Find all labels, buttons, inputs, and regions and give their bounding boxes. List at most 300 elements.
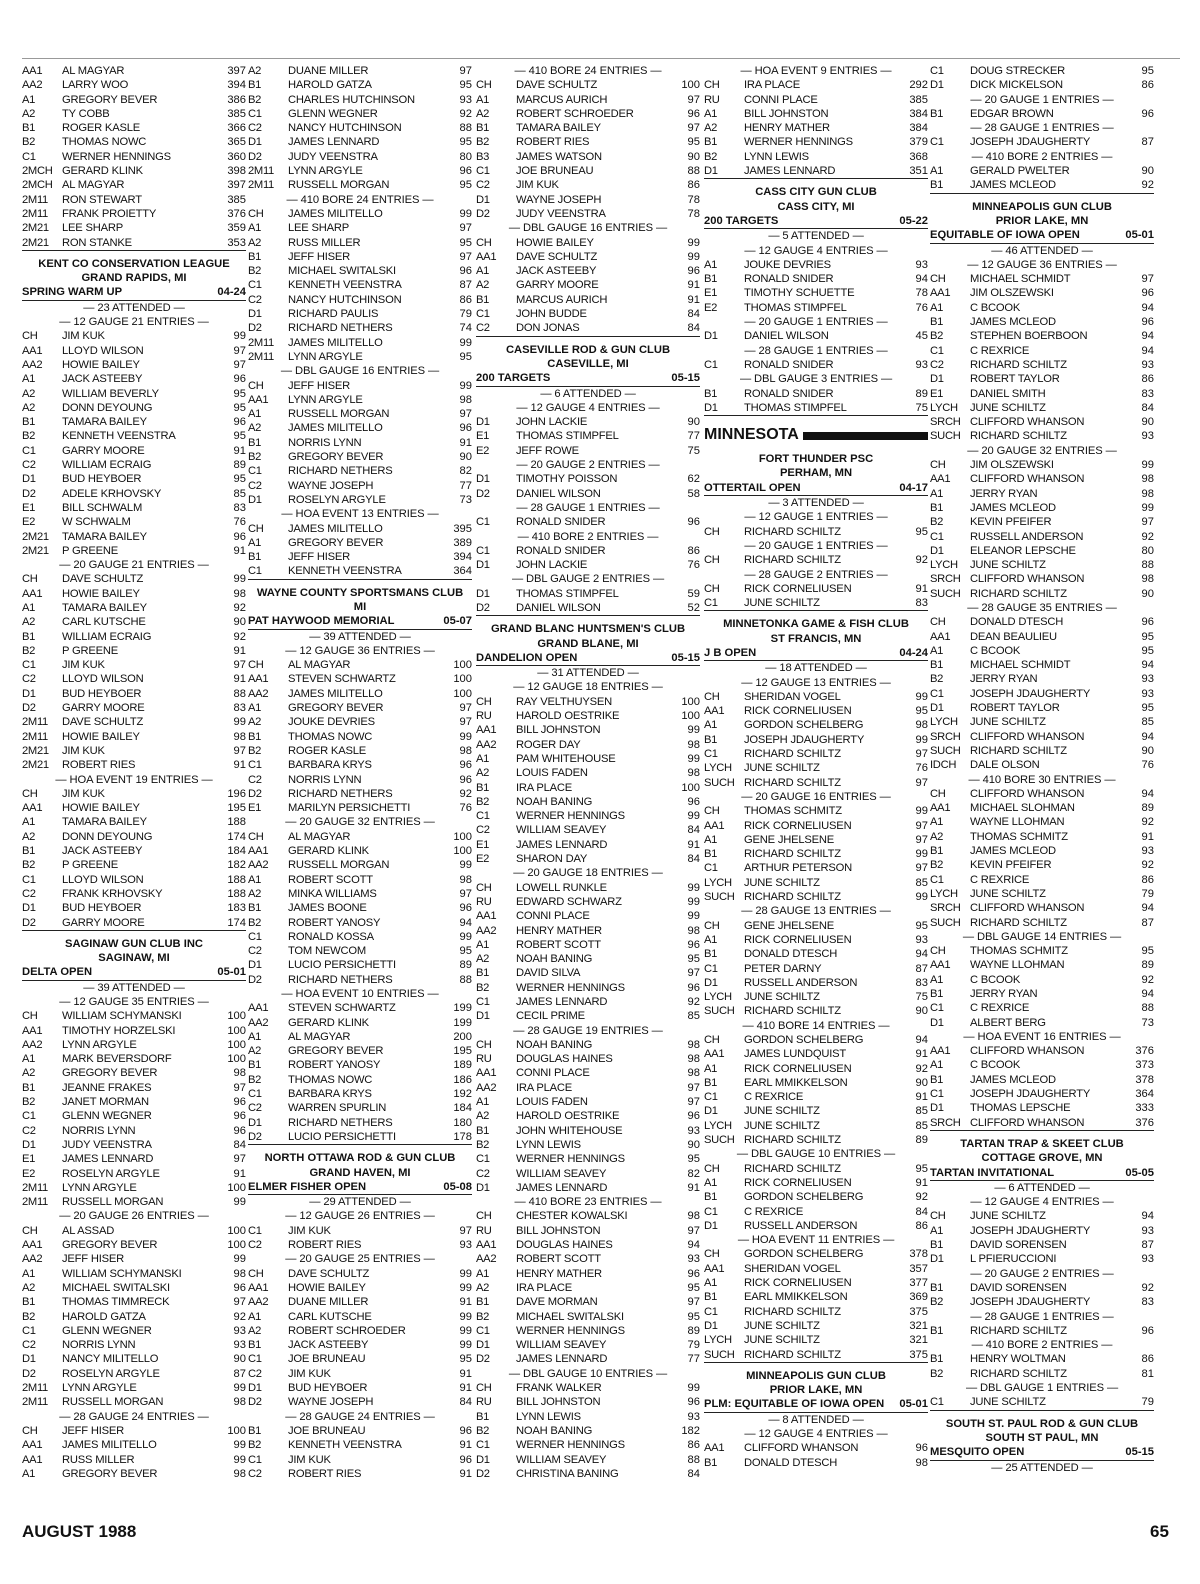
- score: 100: [227, 1224, 246, 1237]
- result-row: [476, 752, 700, 766]
- class-label: C1: [930, 1088, 944, 1101]
- score: 93: [233, 1324, 246, 1337]
- class-label: D1: [476, 1453, 490, 1466]
- event-header: — 12 GAUGE 35 ENTRIES —: [59, 996, 209, 1008]
- class-label: D1: [476, 587, 490, 600]
- score: 384: [909, 107, 928, 120]
- result-row: [248, 873, 472, 887]
- score: 100: [227, 1024, 246, 1037]
- result-row: [704, 1305, 928, 1319]
- score: 93: [1141, 1224, 1154, 1237]
- class-label: D2: [476, 207, 490, 220]
- shooter-name: GLENN WEGNER: [288, 107, 378, 120]
- result-row: [248, 858, 472, 872]
- result-row: [930, 916, 1154, 930]
- result-row: [22, 1238, 246, 1252]
- score: 99: [459, 379, 472, 392]
- result-row: [22, 644, 246, 658]
- shooter-name: RICK CORNELIUSEN: [744, 1277, 852, 1290]
- shooter-name: JOHN LACKIE: [516, 559, 588, 572]
- score: 182: [681, 1424, 700, 1437]
- result-row: [248, 164, 472, 178]
- shooter-name: GREGORY BEVER: [62, 1067, 158, 1080]
- shoot-name: PAT HAYWOOD MEMORIAL: [248, 615, 395, 628]
- result-row: [704, 93, 928, 107]
- result-row: [704, 690, 928, 704]
- shooter-name: RICHARD NETHERS: [288, 973, 393, 986]
- score: 182: [227, 859, 246, 872]
- result-row: [476, 1467, 700, 1481]
- shoot-title: [930, 1166, 1154, 1181]
- shooter-name: JAMES MILITELLO: [288, 207, 383, 220]
- event-header: — 6 ATTENDED —: [540, 387, 636, 400]
- class-label: C1: [476, 1153, 490, 1166]
- result-row: [704, 1276, 928, 1290]
- class-label: D1: [248, 1116, 262, 1129]
- score: 94: [1141, 301, 1154, 314]
- shooter-name: HOWIE BAILEY: [62, 802, 140, 815]
- class-label: C1: [930, 65, 944, 77]
- class-label: A1: [930, 165, 944, 178]
- result-row: [248, 715, 472, 729]
- shooter-name: RICHARD SCHILTZ: [970, 1367, 1067, 1380]
- class-label: B2: [248, 265, 262, 278]
- class-label: C1: [704, 1305, 718, 1318]
- shooter-name: STEVEN SCHWARTZ: [288, 673, 396, 686]
- score: 98: [233, 730, 246, 743]
- club-name: TARTAN TRAP & SKEET CLUB: [960, 1137, 1124, 1150]
- score: 85: [687, 1010, 700, 1023]
- score: 80: [459, 150, 472, 163]
- result-row: [704, 1104, 928, 1118]
- class-label: B1: [704, 1076, 718, 1089]
- shooter-name: WERNER HENNINGS: [744, 136, 853, 149]
- class-label: D1: [248, 136, 262, 149]
- result-row: [704, 733, 928, 747]
- score: 98: [687, 1053, 700, 1066]
- results-column-1: [22, 64, 246, 1481]
- result-row: [22, 887, 246, 901]
- class-label: RU: [476, 895, 492, 908]
- event-header: — DBL GAUGE 16 ENTRIES —: [508, 222, 668, 235]
- club-location: CASEVILLE, MI: [547, 357, 629, 370]
- score: 83: [1141, 387, 1154, 400]
- score: 195: [227, 802, 246, 815]
- score: 97: [233, 744, 246, 757]
- class-label: CH: [704, 554, 720, 567]
- shooter-name: ROBERT SCOTT: [516, 938, 601, 951]
- shooter-name: GLENN WEGNER: [62, 1110, 152, 1123]
- result-row: [248, 1424, 472, 1438]
- shooter-name: RONALD SNIDER: [516, 516, 606, 529]
- result-row: [930, 844, 1154, 858]
- result-row: [704, 1219, 928, 1233]
- score: 377: [909, 1277, 928, 1290]
- shoot-name: ELMER FISHER OPEN: [248, 1180, 367, 1193]
- result-row: [704, 747, 928, 761]
- result-row: [476, 1167, 700, 1181]
- result-row: [22, 658, 246, 672]
- class-label: B2: [476, 981, 490, 994]
- result-row: [22, 830, 246, 844]
- score: 99: [687, 250, 700, 263]
- event-header: — 12 GAUGE 4 ENTRIES —: [970, 1196, 1114, 1209]
- class-label: D1: [248, 308, 262, 321]
- score: 99: [459, 930, 472, 943]
- result-row: [476, 995, 700, 1009]
- class-label: CH: [930, 945, 946, 958]
- class-label: LYCH: [930, 559, 958, 572]
- shooter-name: CONNI PLACE: [516, 1067, 590, 1080]
- result-row: [476, 766, 700, 780]
- class-label: CH: [22, 330, 38, 343]
- result-row: [248, 436, 472, 450]
- results-column-3: [476, 64, 700, 1481]
- result-row: [22, 1152, 246, 1166]
- shooter-name: GLENN WEGNER: [62, 1324, 152, 1337]
- result-row: [248, 1001, 472, 1015]
- class-label: E2: [704, 301, 718, 314]
- score: 79: [459, 308, 472, 321]
- score: 92: [687, 996, 700, 1008]
- class-label: C1: [704, 358, 718, 371]
- score: 98: [687, 1038, 700, 1051]
- score: 91: [233, 759, 246, 772]
- event-header: — 6 ATTENDED —: [994, 1181, 1090, 1194]
- score: 79: [1141, 1396, 1154, 1409]
- result-row: [930, 701, 1154, 715]
- shooter-name: JIM KUK: [288, 1224, 331, 1237]
- score: 83: [233, 501, 246, 514]
- class-label: C1: [248, 565, 262, 578]
- score: 90: [687, 1138, 700, 1151]
- club-name: KENT CO CONSERVATION LEAGUE: [38, 257, 230, 270]
- shooter-name: C REXRICE: [744, 1091, 804, 1104]
- result-row: [930, 286, 1154, 300]
- class-label: RU: [476, 1053, 492, 1066]
- shooter-name: JACK ASTEEBY: [516, 265, 597, 278]
- class-label: B1: [704, 733, 718, 746]
- score: 91: [687, 838, 700, 851]
- class-label: E1: [248, 802, 262, 815]
- result-row: [22, 1181, 246, 1195]
- score: 100: [227, 1181, 246, 1194]
- class-label: AA1: [930, 630, 951, 643]
- class-label: A1: [930, 644, 944, 657]
- shooter-name: JAMES MCLEOD: [970, 501, 1056, 514]
- result-row: [22, 1381, 246, 1395]
- class-label: 2M21: [22, 744, 49, 757]
- score: 100: [453, 673, 472, 686]
- result-row: [476, 444, 700, 458]
- class-label: A1: [248, 873, 262, 886]
- score: 81: [1141, 1367, 1154, 1380]
- shooter-name: JIM KUK: [288, 1453, 331, 1466]
- shooter-name: AL MAGYAR: [288, 830, 351, 843]
- shooter-name: CLIFFORD WHANSON: [970, 1045, 1085, 1058]
- score: 199: [453, 1016, 472, 1029]
- class-label: RU: [476, 1224, 492, 1237]
- shooter-name: DAVE SCHULTZ: [516, 79, 598, 92]
- event-header: — 28 GAUGE 1 ENTRIES —: [970, 122, 1114, 135]
- score: 98: [687, 738, 700, 751]
- shooter-name: STEPHEN BOERBOON: [970, 330, 1088, 343]
- class-label: D1: [704, 976, 718, 989]
- class-label: C1: [704, 1205, 718, 1218]
- score: 90: [687, 150, 700, 163]
- class-label: A1: [22, 816, 36, 829]
- class-label: C1: [930, 873, 944, 886]
- class-label: A1: [248, 1030, 262, 1043]
- shooter-name: JUNE SCHILTZ: [744, 991, 820, 1004]
- shooter-name: P GREENE: [62, 544, 119, 557]
- class-label: SUCH: [704, 1348, 735, 1361]
- score: 99: [459, 1281, 472, 1294]
- score: 97: [915, 776, 928, 789]
- shooter-name: JERRY RYAN: [970, 673, 1038, 686]
- result-row: [22, 1095, 246, 1109]
- shooter-name: ROBERT SCOTT: [288, 873, 373, 886]
- class-label: D1: [704, 1219, 718, 1232]
- result-row: [248, 393, 472, 407]
- shooter-name: JEFF HISER: [288, 379, 351, 392]
- shooter-name: SHERIDAN VOGEL: [744, 690, 841, 703]
- class-label: CH: [930, 616, 946, 629]
- shooter-name: JOSEPH JDAUGHERTY: [970, 1296, 1091, 1309]
- class-label: CH: [704, 805, 720, 818]
- class-label: D1: [476, 473, 490, 486]
- shooter-name: C BCOOK: [970, 973, 1021, 986]
- shooter-name: GREGORY BEVER: [62, 1467, 158, 1480]
- class-label: D1: [704, 1105, 718, 1118]
- result-row: [22, 630, 246, 644]
- class-label: D1: [704, 330, 718, 343]
- class-label: CH: [248, 522, 264, 535]
- class-label: A1: [22, 1053, 36, 1066]
- score: 90: [1141, 744, 1154, 757]
- score: 97: [687, 122, 700, 135]
- result-row: [704, 1162, 928, 1176]
- result-row: [930, 1073, 1154, 1087]
- class-label: B1: [476, 1124, 490, 1137]
- class-label: C2: [476, 824, 490, 837]
- class-label: C1: [248, 930, 262, 943]
- result-row: [248, 1367, 472, 1381]
- result-row: [22, 1024, 246, 1038]
- shooter-name: ROSELYN ARGYLE: [62, 1367, 160, 1380]
- class-label: D2: [248, 322, 262, 335]
- class-label: D2: [22, 1367, 36, 1380]
- score: 89: [233, 459, 246, 472]
- class-label: CH: [22, 1010, 38, 1023]
- class-label: C2: [22, 459, 36, 472]
- result-row: [248, 78, 472, 92]
- shooter-name: JOHN LACKIE: [516, 416, 588, 429]
- shooter-name: PAM WHITEHOUSE: [516, 752, 616, 765]
- score: 91: [459, 1367, 472, 1380]
- result-row: [22, 387, 246, 401]
- score: 93: [1141, 687, 1154, 700]
- score: 89: [459, 959, 472, 972]
- shooter-name: MICHAEL SWITALSKI: [62, 1281, 170, 1294]
- class-label: SUCH: [704, 776, 735, 789]
- shooter-name: GREGORY BEVER: [62, 1239, 158, 1252]
- score: 184: [227, 845, 246, 858]
- result-row: [930, 901, 1154, 915]
- class-label: AA1: [22, 344, 43, 357]
- score: 97: [459, 250, 472, 263]
- event-header: — 28 GAUGE 1 ENTRIES —: [516, 501, 660, 514]
- shooter-name: RONALD KOSSA: [288, 930, 374, 943]
- class-label: A2: [22, 1281, 36, 1294]
- result-row: [248, 479, 472, 493]
- result-row: [22, 329, 246, 343]
- shooter-name: C BCOOK: [970, 1059, 1021, 1072]
- score: 96: [233, 373, 246, 386]
- event-header: — 12 GAUGE 21 ENTRIES —: [59, 316, 209, 329]
- score: 78: [687, 207, 700, 220]
- result-row: [248, 564, 472, 579]
- result-row: [22, 487, 246, 501]
- score: 94: [1141, 787, 1154, 800]
- score: 398: [227, 165, 246, 178]
- class-label: A2: [22, 830, 36, 843]
- score: 99: [459, 1339, 472, 1352]
- shooter-name: GARRY MOORE: [62, 702, 145, 715]
- shooter-name: DAVID SORENSEN: [970, 1239, 1067, 1252]
- shooter-name: JOHN WHITEHOUSE: [516, 1124, 623, 1137]
- score: 98: [1141, 573, 1154, 586]
- shooter-name: FRANK WALKER: [516, 1382, 602, 1395]
- class-label: CH: [704, 525, 720, 538]
- shooter-name: NORRIS LYNN: [62, 1339, 136, 1352]
- class-label: B1: [930, 988, 944, 1000]
- event-header: — DBL GAUGE 14 ENTRIES —: [962, 930, 1122, 943]
- club-location: SOUTH ST PAUL, MN: [985, 1431, 1099, 1444]
- score: 99: [233, 1453, 246, 1466]
- score: 90: [1141, 416, 1154, 429]
- shooter-name: RONALD SNIDER: [744, 387, 834, 400]
- result-row: [930, 472, 1154, 486]
- shooter-name: JIM KUK: [288, 1367, 331, 1380]
- result-row: [476, 78, 700, 92]
- shooter-name: JIM KUK: [62, 330, 105, 343]
- shooter-name: THOMAS SCHMITZ: [970, 945, 1068, 958]
- shooter-name: RONALD SNIDER: [516, 544, 606, 557]
- result-row: [476, 809, 700, 823]
- score: 375: [909, 1348, 928, 1361]
- shooter-name: LOUIS FADEN: [516, 767, 588, 780]
- club-name: SOUTH ST. PAUL ROD & GUN CLUB: [945, 1417, 1139, 1430]
- class-label: B1: [248, 1339, 262, 1352]
- class-label: B2: [248, 916, 262, 929]
- score: 99: [233, 1382, 246, 1395]
- shooter-name: ROBERT SCOTT: [516, 1253, 601, 1266]
- class-label: C2: [248, 1239, 262, 1252]
- class-label: CH: [704, 582, 720, 595]
- result-row: [704, 121, 928, 135]
- score: 91: [233, 544, 246, 557]
- shooter-name: JEFF HISER: [62, 1253, 125, 1266]
- score: 82: [687, 1167, 700, 1180]
- score: 97: [459, 65, 472, 77]
- club-location: CASS CITY, MI: [777, 200, 855, 213]
- shooter-name: LYNN LEWIS: [516, 1410, 581, 1423]
- shooter-name: MARCUS AURICH: [516, 293, 608, 306]
- club-name: MINNETONKA GAME & FISH CLUB: [723, 618, 909, 631]
- class-label: B1: [248, 730, 262, 743]
- result-row: [22, 587, 246, 601]
- result-row: [476, 952, 700, 966]
- score: 97: [915, 819, 928, 832]
- shooter-name: JOSEPH JDAUGHERTY: [970, 136, 1091, 149]
- class-label: B1: [930, 1353, 944, 1366]
- class-label: 2MCH: [22, 179, 53, 192]
- result-row: [476, 1410, 700, 1424]
- class-label: C2: [248, 1367, 262, 1380]
- class-label: B1: [930, 659, 944, 672]
- event-header: — 410 BORE 30 ENTRIES —: [968, 773, 1116, 786]
- score: 96: [687, 265, 700, 278]
- result-row: [248, 944, 472, 958]
- result-row: [248, 407, 472, 421]
- class-label: D1: [930, 373, 944, 386]
- shooter-name: RICHARD NETHERS: [288, 322, 393, 335]
- state-rule: [803, 430, 928, 440]
- score: 95: [1141, 945, 1154, 958]
- event-header: — 20 GAUGE 1 ENTRIES —: [744, 539, 888, 552]
- class-label: C1: [930, 1396, 944, 1409]
- score: 94: [1141, 730, 1154, 743]
- score: 369: [909, 1291, 928, 1304]
- result-row: [248, 701, 472, 715]
- result-row: [22, 207, 246, 221]
- score: 97: [459, 716, 472, 729]
- event-header: — DBL GAUGE 10 ENTRIES —: [736, 1148, 896, 1161]
- score: 364: [1135, 1088, 1154, 1101]
- shooter-name: MARK BEVERSDORF: [62, 1053, 172, 1066]
- result-row: [248, 1087, 472, 1101]
- score: 45: [915, 330, 928, 343]
- class-label: B1: [22, 122, 36, 135]
- class-label: B1: [476, 781, 490, 794]
- result-row: [704, 861, 928, 875]
- score: 91: [687, 279, 700, 292]
- score: 94: [915, 273, 928, 286]
- shooter-name: ROGER KASLE: [288, 744, 367, 757]
- score: 97: [687, 967, 700, 980]
- shooter-name: LYNN LEWIS: [516, 1138, 581, 1151]
- class-label: A1: [930, 1224, 944, 1237]
- class-label: A2: [476, 279, 490, 292]
- class-label: D2: [248, 973, 262, 986]
- score: 99: [915, 848, 928, 861]
- class-label: AA2: [248, 687, 269, 700]
- score: 83: [1141, 1296, 1154, 1309]
- shoot-date: 05-22: [899, 214, 928, 227]
- class-label: A1: [930, 973, 944, 986]
- result-row: [22, 1081, 246, 1095]
- score: 95: [687, 953, 700, 966]
- score: 76: [1141, 759, 1154, 772]
- result-row: [248, 493, 472, 507]
- class-label: 2M11: [248, 336, 274, 349]
- score: 91: [233, 444, 246, 457]
- shooter-name: JUNE SCHILTZ: [970, 887, 1046, 900]
- shooter-name: ARTHUR PETERSON: [744, 862, 853, 875]
- result-row: [476, 544, 700, 558]
- class-label: B1: [22, 630, 36, 643]
